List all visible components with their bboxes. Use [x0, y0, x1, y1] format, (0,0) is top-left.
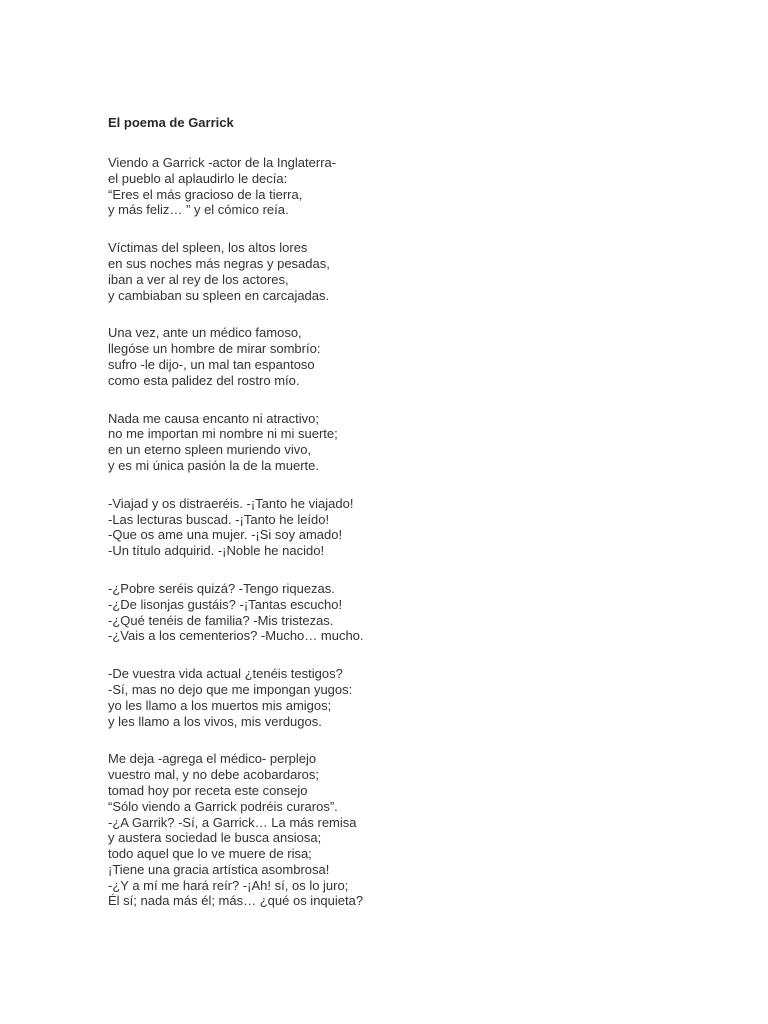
- poem-line: “Eres el más gracioso de la tierra,: [108, 186, 303, 202]
- poem-line: todo aquel que lo ve muere de risa;: [108, 846, 312, 862]
- poem-line: iban a ver al rey de los actores,: [108, 271, 289, 287]
- poem-line: en sus noches más negras y pesadas,: [108, 255, 330, 271]
- poem-line: y es mi única pasión la de la muerte.: [108, 457, 319, 473]
- poem-line: -¿Pobre seréis quizá? -Tengo riquezas.: [108, 580, 335, 596]
- poem-line: -¿De lisonjas gustáis? -¡Tantas escucho!: [108, 596, 343, 612]
- poem-line: ¡Tiene una gracia artística asombrosa!: [108, 861, 330, 877]
- poem-line: y cambiaban su spleen en carcajadas.: [108, 287, 330, 303]
- poem-line: vuestro mal, y no debe acobardaros;: [108, 767, 320, 783]
- poem-line: el pueblo al aplaudirlo le decía:: [108, 170, 288, 186]
- poem-line: -¿Y a mí me hará reír? -¡Ah! sí, os lo juro;: [108, 877, 349, 893]
- poem-line: -¿Vais a los cementerios? -Mucho… mucho.: [108, 628, 364, 644]
- poem-line: y les llamo a los vivos, mis verdugos.: [108, 713, 322, 729]
- poem-line: y más feliz… ” y el cómico reía.: [108, 202, 289, 218]
- poem-line: Nada me causa encanto ni atractivo;: [108, 410, 320, 426]
- poem-line: como esta palidez del rostro mío.: [108, 372, 300, 388]
- stanza: [108, 666, 748, 729]
- stanza: [108, 240, 748, 303]
- poem-line: -Viajad y os distraeréis. -¡Tanto he viajado!: [108, 495, 354, 511]
- poem-line: -Sí, mas no dejo que me impongan yugos:: [108, 681, 353, 697]
- stanza: [108, 411, 748, 474]
- stanza: [108, 581, 748, 644]
- poem-line: y austera sociedad le busca ansiosa;: [108, 830, 322, 846]
- poem-line: sufro -le dijo-, un mal tan espantoso: [108, 356, 315, 372]
- poem-line: llegóse un hombre de mirar sombrío:: [108, 341, 321, 357]
- poem-line: -Las lecturas buscad. -¡Tanto he leído!: [108, 511, 330, 527]
- poem-line: -¿Qué tenéis de familia? -Mis tristezas.: [108, 612, 334, 628]
- poem-line: Viendo a Garrick -actor de la Inglaterra-: [108, 155, 337, 170]
- poem-line: Víctimas del spleen, los altos lores: [108, 240, 308, 256]
- poem-line: Él sí; nada más él; más… ¿qué os inquieta?: [108, 893, 364, 909]
- poem-line: en un eterno spleen muriendo vivo,: [108, 442, 312, 458]
- poem-line: Me deja -agrega el médico- perplejo: [108, 751, 317, 767]
- stanza: [108, 496, 748, 559]
- poem-line: -¿A Garrik? -Sí, a Garrick… La más remisa: [108, 814, 357, 830]
- poem-line: yo les llamo a los muertos mis amigos;: [108, 697, 332, 713]
- poem-line: “Sólo viendo a Garrick podréis curaros”.: [108, 798, 338, 814]
- poem-line: no me importan mi nombre ni mi suerte;: [108, 426, 338, 442]
- stanza: [108, 325, 748, 388]
- poem-line: Una vez, ante un médico famoso,: [108, 325, 302, 341]
- poem-line: tomad hoy por receta este consejo: [108, 782, 308, 798]
- poem-title: El poema de Garrick: [108, 115, 234, 130]
- stanza: [108, 751, 748, 909]
- poem-line: -De vuestra vida actual ¿tenéis testigos?: [108, 666, 343, 682]
- stanza: [108, 155, 748, 218]
- poem-line: -Un título adquirid. -¡Noble he nacido!: [108, 543, 325, 559]
- poem-body: [108, 155, 748, 931]
- poem-line: -Que os ame una mujer. -¡Si soy amado!: [108, 527, 343, 543]
